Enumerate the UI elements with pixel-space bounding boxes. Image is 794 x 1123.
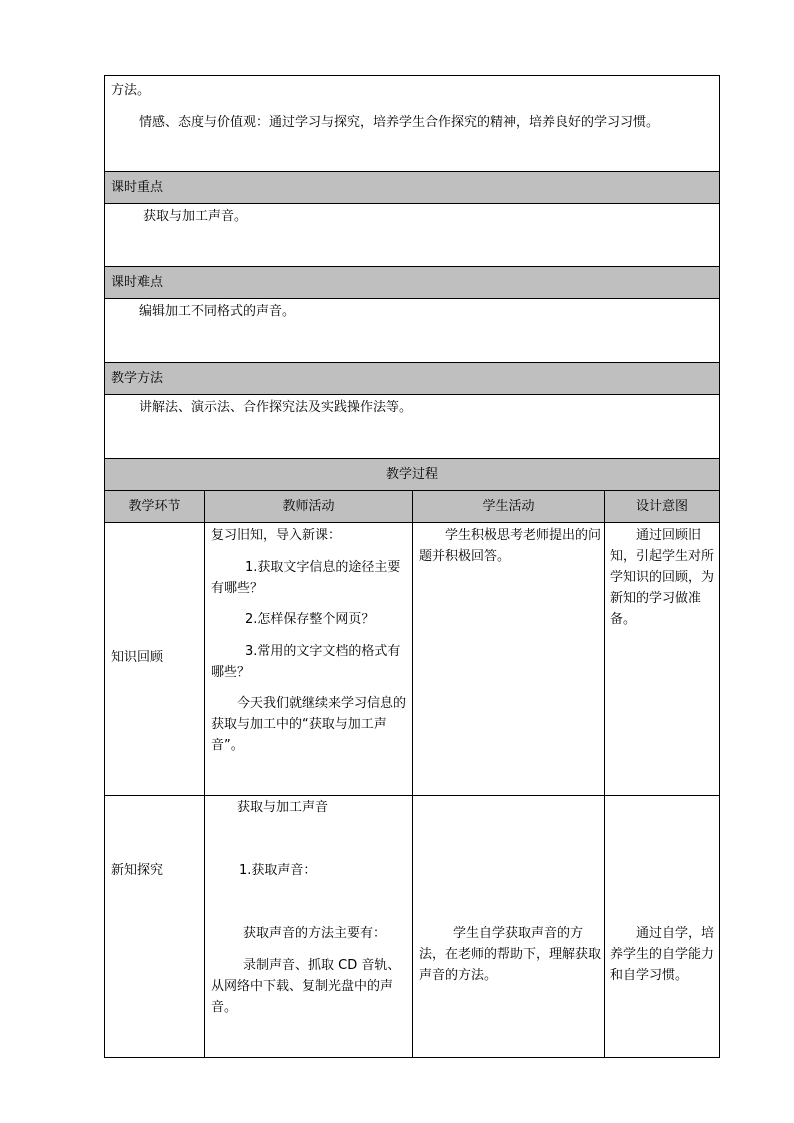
row1-teacher-line-4: 3.常用的文字文档的格式有哪些？ bbox=[211, 644, 401, 680]
row1-teacher-line-1: 复习旧知，导入新课： bbox=[211, 528, 342, 543]
difficulty-content: 编辑加工不同格式的声音。 bbox=[139, 304, 296, 319]
key-point-content: 获取与加工声音。 bbox=[143, 209, 248, 224]
row1-teacher-line-2: 1.获取文字信息的途径主要有哪些？ bbox=[211, 560, 401, 596]
row1-student-cell bbox=[412, 522, 605, 796]
row2-student-cell bbox=[412, 795, 605, 1058]
process-title-cell bbox=[104, 458, 720, 491]
row1-teacher-cell bbox=[204, 522, 413, 796]
row2-teacher-line-2: 1.获取声音： bbox=[239, 863, 317, 878]
col-header-teacher bbox=[204, 490, 413, 523]
row1-intent-cell bbox=[604, 522, 720, 796]
method-content: 讲解法、演示法、合作探究法及实践操作法等。 bbox=[139, 400, 413, 415]
row2-teacher-line-1: 获取与加工声音 bbox=[237, 800, 329, 815]
row2-teacher-line-3: 获取声音的方法主要有： bbox=[243, 926, 387, 941]
row2-stage-cell bbox=[104, 795, 205, 1058]
difficulty-cell bbox=[104, 298, 720, 363]
col-header-intent-label: 设计意图 bbox=[635, 499, 688, 514]
row1-stage-cell bbox=[104, 522, 205, 796]
process-title: 教学过程 bbox=[385, 467, 438, 482]
col-header-stage-label: 教学环节 bbox=[128, 499, 181, 514]
difficulty-label: 课时难点 bbox=[111, 275, 164, 290]
key-point-header bbox=[104, 171, 720, 204]
col-header-stage bbox=[104, 490, 205, 523]
row1-teacher-line-5: 今天我们就继续来学习信息的获取与加工中的“获取与加工声音”。 bbox=[211, 696, 407, 753]
row1-stage: 知识回顾 bbox=[111, 650, 164, 665]
col-header-teacher-label: 教师活动 bbox=[282, 499, 335, 514]
difficulty-header bbox=[104, 266, 720, 299]
objectives-emotion-line: 情感、态度与价值观：通过学习与探究，培养学生合作探究的精神，培养良好的学习习惯。 bbox=[139, 115, 660, 130]
objectives-cell bbox=[104, 75, 720, 172]
row2-teacher-line-4: 录制声音、抓取 CD 音轨、从网络中下载、复制光盘中的声音。 bbox=[211, 958, 401, 1015]
col-header-intent bbox=[604, 490, 720, 523]
row2-student: 学生自学获取声音的方法，在老师的帮助下，理解获取声音的方法。 bbox=[419, 926, 602, 983]
method-header bbox=[104, 362, 720, 395]
col-header-student-label: 学生活动 bbox=[482, 499, 535, 514]
row2-intent-cell bbox=[604, 795, 720, 1058]
row1-student: 学生积极思考老师提出的问题并积极回答。 bbox=[419, 528, 602, 564]
row2-intent: 通过自学，培养学生的自学能力和自学习惯。 bbox=[610, 926, 715, 983]
objectives-continued-line: 方法。 bbox=[111, 83, 151, 98]
row2-teacher-cell bbox=[204, 795, 413, 1058]
row1-teacher-line-3: 2.怎样保存整个网页？ bbox=[245, 612, 375, 627]
method-label: 教学方法 bbox=[111, 371, 164, 386]
col-header-student bbox=[412, 490, 605, 523]
key-point-cell bbox=[104, 203, 720, 267]
method-cell bbox=[104, 394, 720, 459]
key-point-label: 课时重点 bbox=[111, 180, 164, 195]
row1-intent: 通过回顾旧知，引起学生对所学知识的回顾，为新知的学习做准备。 bbox=[610, 528, 715, 627]
row2-stage: 新知探究 bbox=[111, 863, 164, 878]
